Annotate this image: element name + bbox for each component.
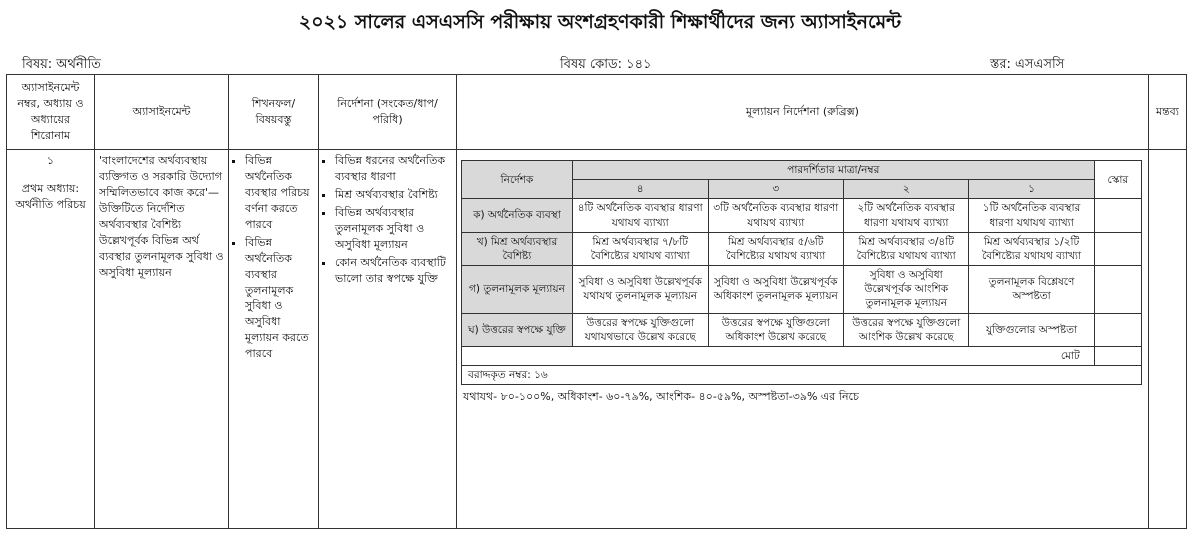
scale-note: যথাযথ- ৮০-১০০%, অধিকাংশ- ৬০-৭৯%, আংশিক- ৪০-৫৯%, অস্পষ্টতা-৩৯% এর নিচে	[463, 390, 859, 404]
guideline-item: ▪ মিশ্র অর্থব্যবস্থার বৈশিষ্ট্য	[335, 187, 452, 203]
subject-code: বিষয় কোড: ১৪১	[560, 57, 652, 72]
level-label: স্তর: এসএসসি	[990, 57, 1065, 72]
rubric-cell-item: মিশ্র অর্থব্যবস্থার ১/২টি বৈশিষ্ট্যের যথাযথ ব্যাখ্যা	[969, 232, 1094, 265]
rubric-score-cell	[1094, 313, 1141, 346]
header-learning-outcome: শিখনফল/ বিষয়বস্তু	[229, 75, 319, 150]
rubric-row	[462, 232, 1142, 265]
rubric-cell-item: মিশ্র অর্থব্যবস্থার ৩/৪টি বৈশিষ্ট্যের যথাযথ ব্যাখ্যা	[844, 232, 969, 265]
header-guidelines: নির্দেশনা (সংকেত/ধাপ/পরিধি)	[319, 75, 457, 150]
rubric-cell-item: সুবিধা ও অসুবিধা উল্লেখপূর্বক আংশিক তুলনামূলক মূল্যায়ন	[844, 266, 969, 314]
guidelines-cell	[319, 150, 457, 529]
rubric-row	[462, 199, 1142, 232]
assignment-row	[7, 150, 1187, 529]
header-comment: মন্তব্য	[1149, 75, 1187, 150]
rubric-cell-item: ২টি অর্থনৈতিক ব্যবস্থার ধারণা যথাযথ ব্যাখ্যা	[844, 199, 969, 232]
guideline-item: ▪ বিভিন্ন ধরনের অর্থনৈতিক ব্যবস্থার ধারণা	[335, 153, 452, 185]
guideline-item: ▪ বিভিন্ন অর্থব্যবস্থার তুলনামূলক সুবিধা ও অসুবিধা মূল্যায়ন	[335, 205, 452, 253]
rubric-row	[462, 266, 1142, 314]
rubric-cell-item: উত্তরের স্বপক্ষে যুক্তিগুলো যথাযথভাবে উল্লেখ করেছে	[572, 313, 708, 346]
outcome-item: ▪ বিভিন্ন অর্থনৈতিক ব্যবস্থার তুলনামূলক সুবিধা ও অসুবিধা মূল্যায়ন করতে পারবে	[245, 235, 314, 363]
rubric-score-cell	[1094, 232, 1141, 265]
rubric-cell-item: উত্তরের স্বপক্ষে যুক্তিগুলো আংশিক উল্লেখ করেছে	[844, 313, 969, 346]
rubric-level: ৩	[708, 180, 844, 199]
rubric-level: ৪	[572, 180, 708, 199]
rubric-cell	[457, 150, 1149, 529]
assignment-number: ১	[46, 154, 55, 167]
rubric-cell-item: মিশ্র অর্থব্যবস্থার ৫/৬টি বৈশিষ্ট্যের যথাযথ ব্যাখ্যা	[708, 232, 844, 265]
rubric-cell-item: সুবিধা ও অসুবিধা উল্লেখপূর্বক যথাযথ তুলনামূলক মূল্যায়ন	[572, 266, 708, 314]
rubric-cell-item: যুক্তিগুলোর অস্পষ্টতা	[969, 313, 1094, 346]
rubric-score-cell	[1094, 266, 1141, 314]
rubric-total-score	[1094, 346, 1141, 365]
rubric-total-label: মোট	[462, 346, 1095, 365]
comment-cell	[1149, 150, 1187, 529]
page-title: ২০২১ সালের এসএসসি পরীক্ষায় অংশগ্রহণকারী শিক্ষার্থীদের জন্য অ্যাসাইনমেন্ট	[298, 11, 902, 33]
rubric-indicator: ক) অর্থনৈতিক ব্যবস্থা	[462, 199, 573, 232]
header-rubric: মূল্যায়ন নির্দেশনা (রুব্রিক্স)	[457, 75, 1149, 150]
header-row	[7, 75, 1187, 150]
chapter-cell	[7, 150, 95, 529]
rubric-indicator-header: নির্দেশক	[462, 161, 573, 199]
rubric-cell-item: সুবিধা ও অসুবিধা উল্লেখপূর্বক অধিকাংশ তুলনামূলক মূল্যায়ন	[708, 266, 844, 314]
header-assignment-number: অ্যাসাইনমেন্ট নম্বর, অধ্যায় ও অধ্যায়ের শিরোনাম	[7, 75, 95, 150]
rubric-cell-item: ১টি অর্থনৈতিক ব্যবস্থার ধারণা যথাযথ ব্যাখ্যা	[969, 199, 1094, 232]
rubric-cell-item: ৩টি অর্থনৈতিক ব্যবস্থার ধারণা যথাযথ ব্যাখ্যা	[708, 199, 844, 232]
rubric-table	[461, 160, 1142, 385]
rubric-cell-item: তুলনামূলক বিশ্লেষণে অস্পষ্টতা	[969, 266, 1094, 314]
assignment-table	[6, 74, 1187, 529]
rubric-indicator: গ) তুলনামূলক মূল্যায়ন	[462, 266, 573, 314]
header-assignment: অ্যাসাইনমেন্ট	[95, 75, 229, 150]
rubric-cell-item: মিশ্র অর্থব্যবস্থার ৭/৮টি বৈশিষ্ট্যের যথাযথ ব্যাখ্যা	[572, 232, 708, 265]
rubric-score-header: স্কোর	[1094, 161, 1141, 199]
allocated-marks: বরাদ্দকৃত নম্বর: ১৬	[462, 366, 1142, 385]
assignment-text: 'বাংলাদেশের অর্থব্যবস্থায় ব্যক্তিগত ও সরকারি উদ্যোগ সম্মিলিতভাবে কাজ করে'—উক্তিটিতে নির্দেশিত অর্থব্যবস্থার বৈশিষ্ট্য উল্লেখপূর্বক বিভিন্ন অর্থ ব্যবস্থার তুলনামূলক সুবিধা ও অসুবিধা মূল্যায়ন	[95, 150, 229, 529]
outcome-item: ▪ বিভিন্ন অর্থনৈতিক ব্যবস্থার পরিচয় বর্ণনা করতে পারবে	[245, 153, 314, 233]
rubric-indicator: ঘ) উত্তরের স্বপক্ষে যুক্তি	[462, 313, 573, 346]
guideline-item: ▪ কোন অর্থনৈতিক ব্যবস্থাটি ভালো তার স্বপক্ষে যুক্তি	[335, 255, 452, 287]
learning-outcomes-cell	[229, 150, 319, 529]
rubric-level-header: পারদর্শিতার মাত্রা/নম্বর	[572, 161, 1094, 180]
rubric-row	[462, 313, 1142, 346]
rubric-cell-item: ৪টি অর্থনৈতিক ব্যবস্থার ধারণা যথাযথ ব্যাখ্যা	[572, 199, 708, 232]
rubric-level: ১	[969, 180, 1094, 199]
chapter-title: প্রথম অধ্যায়: অর্থনীতি পরিচয়	[15, 181, 86, 211]
rubric-level: ২	[844, 180, 969, 199]
subject-label: বিষয়: অর্থনীতি	[22, 57, 101, 72]
rubric-score-cell	[1094, 199, 1141, 232]
rubric-indicator: খ) মিশ্র অর্থব্যবস্থার বৈশিষ্ট্য	[462, 232, 573, 265]
rubric-cell-item: উত্তরের স্বপক্ষে যুক্তিগুলো অধিকাংশ উল্লেখ করেছে	[708, 313, 844, 346]
